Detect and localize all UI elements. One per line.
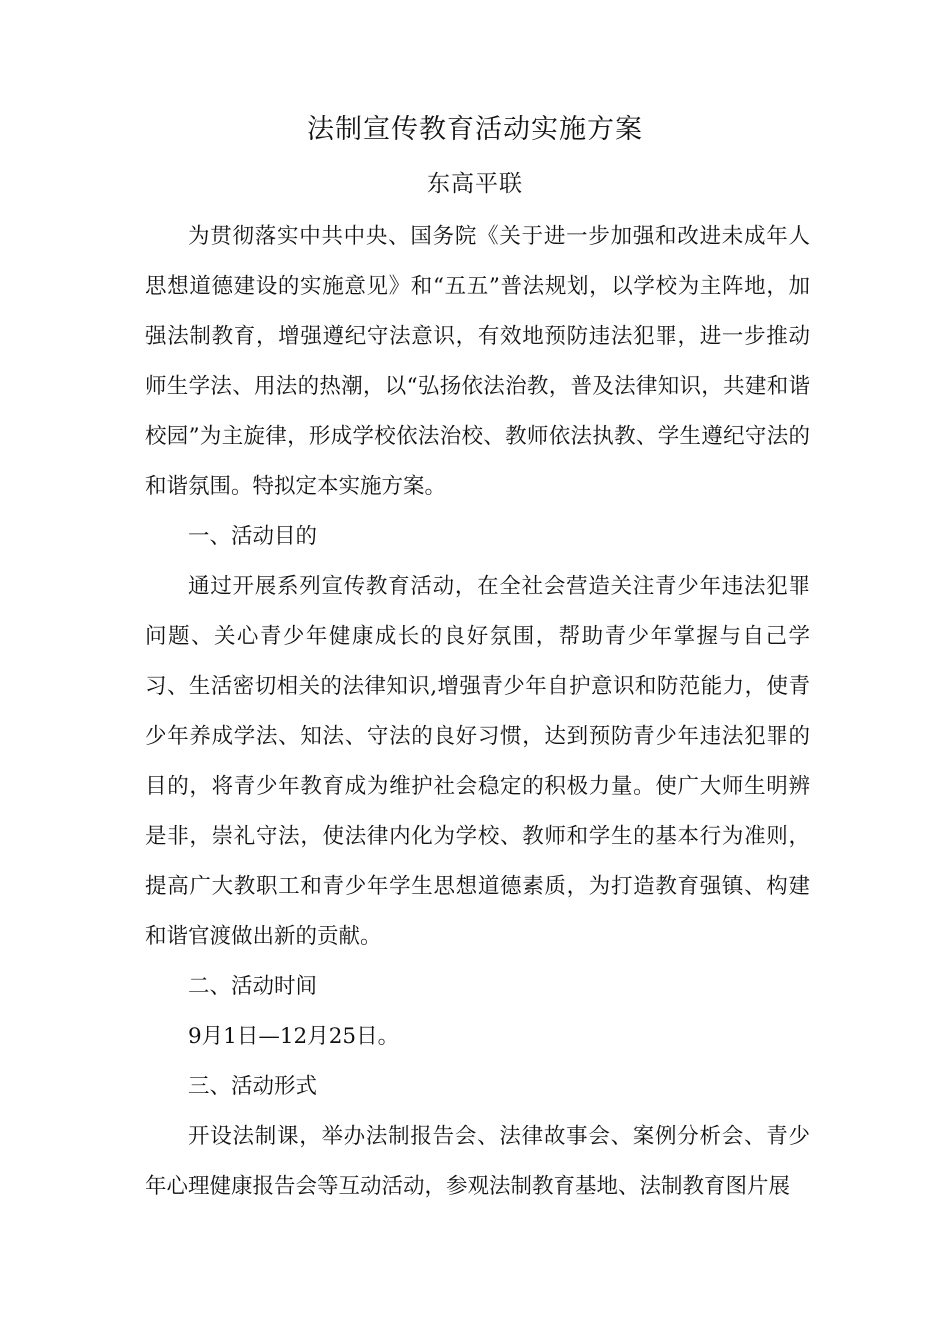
section-heading-form: 三、活动形式 (188, 1074, 318, 1099)
document-title: 法制宣传教育活动实施方案 (307, 114, 643, 145)
section-heading-purpose: 一、活动目的 (188, 524, 318, 549)
purpose-paragraph: 通过开展系列宣传教育活动，在全社会营造关注青少年违法犯罪问题、关心青少年健康成长的良好氛围，帮助青少年掌握与自己学习、生活密切相关的法律知识,增强青少年自护意识和防范能力，使青少年养成学法、知法、守法的良好习惯，达到预防青少年违法犯罪的目的，将青少年教育成为维护社会稳定的积极力量。使广大师生明辨是非，崇礼守法，使法律内化为学校、教师和学生的基本行为准则，提高广大教职工和青少年学生思想道德素质，为打造教育强镇、构建和谐官渡做出新的贡献。 (145, 574, 810, 949)
form-paragraph: 开设法制课，举办法制报告会、法律故事会、案例分析会、青少年心理健康报告会等互动活动，参观法制教育基地、法制教育图片展 (145, 1124, 810, 1199)
time-paragraph: 9月1日—12月25日。 (188, 1024, 400, 1049)
document-author: 东高平联 (427, 171, 523, 197)
document-body (145, 212, 810, 1212)
section-heading-time: 二、活动时间 (188, 974, 318, 999)
intro-paragraph: 为贯彻落实中共中央、国务院《关于进一步加强和改进未成年人思想道德建设的实施意见》和“五五”普法规划，以学校为主阵地，加强法制教育，增强遵纪守法意识，有效地预防违法犯罪，进一步推动师生学法、用法的热潮，以“弘扬依法治教，普及法律知识，共建和谐校园”为主旋律，形成学校依法治校、教师依法执教、学生遵纪守法的和谐氛围。特拟定本实施方案。 (145, 224, 810, 499)
